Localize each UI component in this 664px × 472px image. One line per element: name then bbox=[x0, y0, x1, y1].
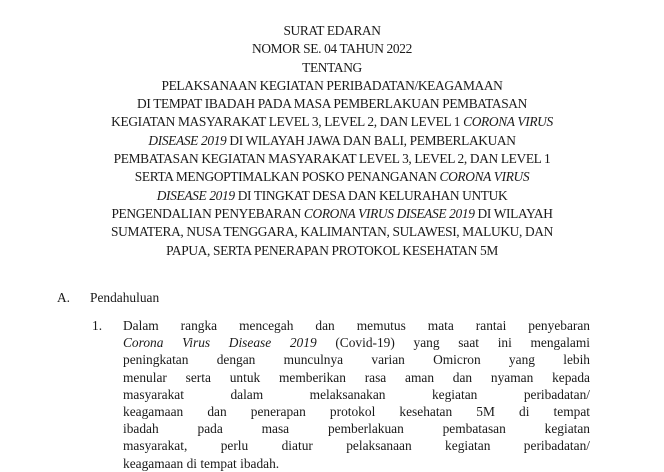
list-item-number: 1. bbox=[92, 318, 103, 333]
text-line: PEMBATASAN KEGIATAN MASYARAKAT LEVEL 3, LEVEL 2, DAN LEVEL 1 bbox=[113, 151, 551, 167]
text-line: PAPUA, SERTA PENERAPAN PROTOKOL KESEHATAN 5M bbox=[166, 242, 498, 258]
section-letter: A. bbox=[57, 290, 71, 305]
text-line: ibadah pada masa pemberlakuan pembatasan kegiatan bbox=[123, 421, 590, 437]
list-item-text bbox=[123, 317, 590, 472]
text-line: SERTA MENGOPTIMALKAN POSKO PENANGANAN CORONA VIRUS bbox=[134, 169, 530, 185]
text-line: SUMATERA, NUSA TENGGARA, KALIMANTAN, SULAWESI, MALUKU, DAN bbox=[111, 224, 553, 240]
text-line: Dalam rangka mencegah dan memutus mata rantai penyebaran bbox=[123, 318, 590, 333]
document-type: SURAT EDARAN bbox=[283, 23, 381, 38]
document-about-label: TENTANG bbox=[302, 59, 362, 75]
text-line: menular serta untuk memberikan rasa aman dan nyaman kepada bbox=[123, 369, 590, 385]
text-line: masyarakat dalam melaksanakan kegiatan peribadatan/ bbox=[123, 386, 590, 402]
text-line: DISEASE 2019 DI WILAYAH JAWA DAN BALI, PEMBERLAKUAN bbox=[148, 132, 516, 148]
text-line: peningkatan dengan munculnya varian Omicron yang lebih bbox=[123, 352, 590, 368]
text-line: PENGENDALIAN PENYEBARAN CORONA VIRUS DISEASE 2019 DI WILAYAH bbox=[111, 205, 553, 221]
text-line: KEGIATAN MASYARAKAT LEVEL 3, LEVEL 2, DAN LEVEL 1 CORONA VIRUS bbox=[111, 114, 553, 130]
text-line: PELAKSANAAN KEGIATAN PERIBADATAN/KEAGAMAAN bbox=[161, 77, 503, 93]
document-number: NOMOR SE. 04 TAHUN 2022 bbox=[252, 41, 412, 57]
text-line: Corona Virus Disease 2019 (Covid-19) yang saat ini mengalami bbox=[123, 335, 590, 351]
text-line: keagamaan di tempat ibadah. bbox=[123, 455, 280, 471]
text-line: DISEASE 2019 DI TINGKAT DESA DAN KELURAHAN UNTUK bbox=[156, 187, 508, 203]
text-line: DI TEMPAT IBADAH PADA MASA PEMBERLAKUAN PEMBATASAN bbox=[137, 96, 527, 112]
section-title: Pendahuluan bbox=[90, 290, 160, 305]
text-line: keagamaan dan penerapan protokol kesehatan 5M di tempat bbox=[123, 404, 590, 420]
document-title-block bbox=[0, 22, 664, 260]
text-line: masyarakat, perlu diatur pelaksanaan kegiatan peribadatan/ bbox=[123, 438, 590, 454]
document-subject bbox=[0, 77, 664, 260]
